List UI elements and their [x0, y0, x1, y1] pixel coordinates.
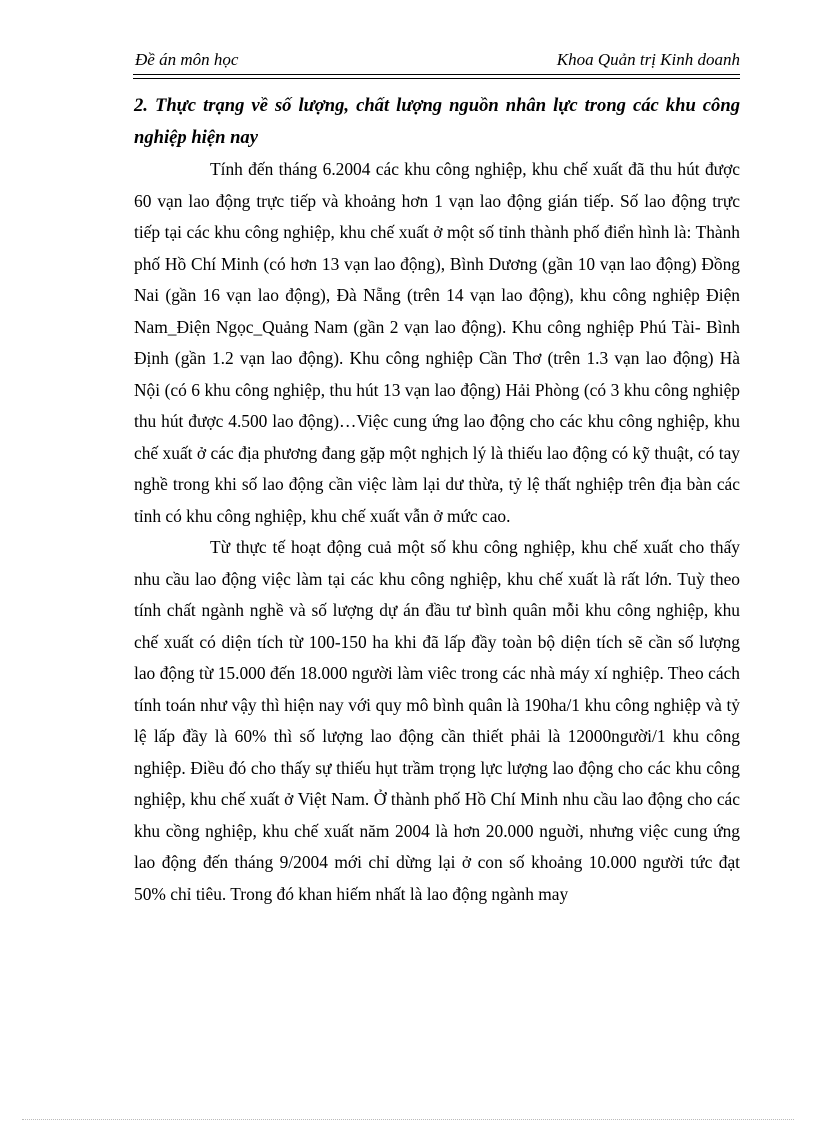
header-course-title: Đề án môn học: [135, 50, 239, 69]
document-body: [134, 90, 740, 910]
page-header: [133, 48, 740, 74]
section-heading: 2. Thực trạng về số lượng, chất lượng nguồn nhân lực trong các khu công nghiệp hiện nay: [134, 95, 740, 148]
header-divider: [133, 74, 740, 79]
paragraph-labor-demand: Từ thực tế hoạt động cuả một số khu công nghiệp, khu chế xuất cho thấy nhu cầu lao động việc làm tại các khu công nghiệp, khu chế xuất là rất lớn. Tuỳ theo tính chất ngành nghề và số lượng dự án đầu tư bình quân mỗi khu công nghiệp, khu chế xuất có diện tích từ 100-150 ha khi đã lấp đầy toàn bộ diện tích sẽ cần số lượng lao động từ 15.000 đến 18.000 người làm viêc trong các nhà máy xí nghiệp. Theo cách tính toán như vậy thì hiện nay với quy mô bình quân là 190ha/1 khu công nghiệp và tỷ lệ lấp đầy là 60% thì số lượng lao động cần thiết phải là 12000người/1 khu công nghiệp. Điều đó cho thấy sự thiếu hụt trầm trọng lực lượng lao động cho các khu công nghiệp, khu chế xuất ở Việt Nam. Ở thành phố Hồ Chí Minh nhu cầu lao động cho các khu cồng nghiệp, khu chế xuất năm 2004 là hơn 20.000 nguời, nhưng việc cung ứng lao động đến tháng 9/2004 mới chỉ dừng lại ở con số khoảng 10.000 người tức đạt 50% chỉ tiêu. Trong đó khan hiếm nhất là lao động ngành may: [134, 537, 740, 904]
paragraph-labor-statistics: Tính đến tháng 6.2004 các khu công nghiệp, khu chế xuất đã thu hút được 60 vạn lao động trực tiếp và khoảng hơn 1 vạn lao động gián tiếp. Số lao động trực tiếp tại các khu công nghiệp, khu chế xuất ở một số tỉnh thành phố điển hình là: Thành phố Hồ Chí Minh (có hơn 13 vạn lao động), Bình Dương (gần 10 vạn lao động) Đồng Nai (gần 16 vạn lao động), Đà Nẵng (trên 14 vạn lao động), khu công nghiệp Điện Nam_Điện Ngọc_Quảng Nam (gần 2 vạn lao động). Khu công nghiệp Phú Tài- Bình Định (gần 1.2 vạn lao động). Khu công nghiệp Cần Thơ (trên 1.3 vạn lao động) Hà Nội (có 6 khu công nghiệp, thu hút 13 vạn lao động) Hải Phòng (có 3 khu công nghiệp thu hút được 4.500 lao động)…Việc cung ứng lao động cho các khu công nghiệp, khu chế xuất ở các địa phương đang gặp một nghịch lý là thiếu lao động có kỹ thuật, có tay nghề trong khi số lao động cần việc làm lại dư thừa, tỷ lệ thất nghiệp trên địa bàn các tỉnh có khu công nghiệp, khu chế xuất vẫn ở mức cao.: [134, 159, 740, 526]
page-bottom-divider: [22, 1119, 794, 1120]
header-faculty-name: Khoa Quản trị Kinh doanh: [556, 50, 740, 69]
